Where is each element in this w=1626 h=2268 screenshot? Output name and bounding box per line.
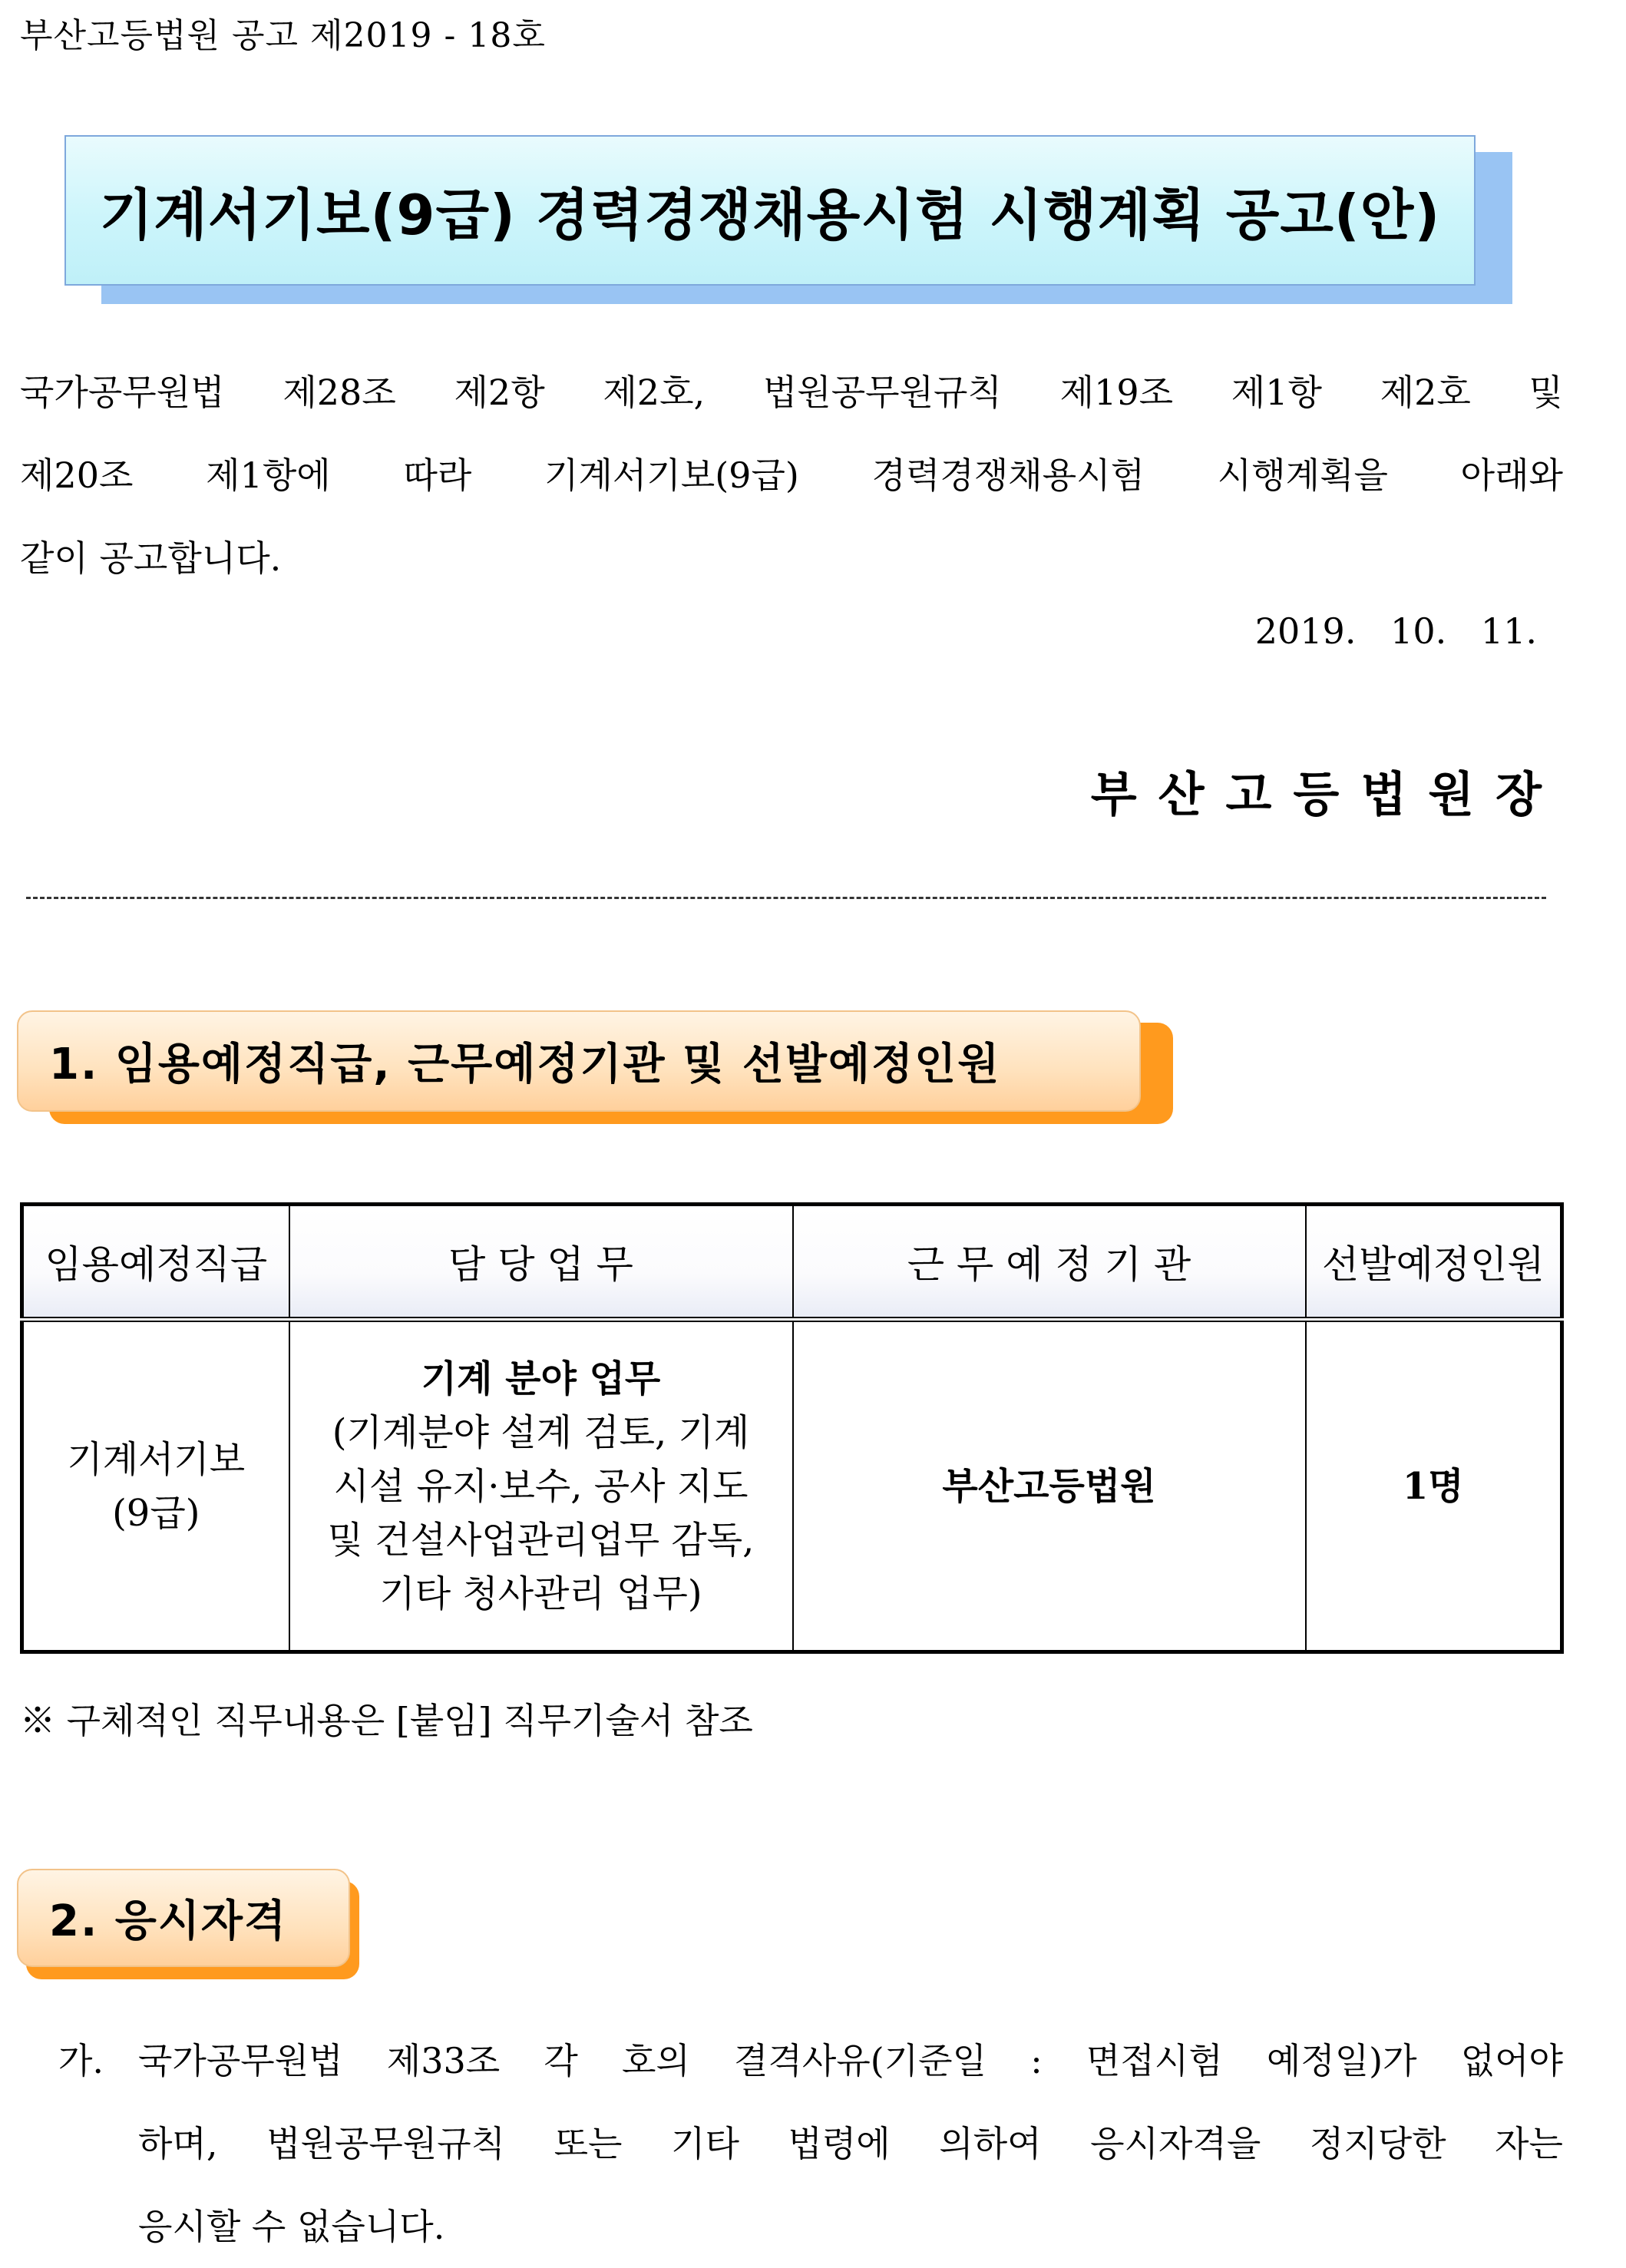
header-grade: 임용예정직급 <box>22 1205 289 1320</box>
notice-number: 부산고등법원 공고 제2019 - 18호 <box>20 16 546 55</box>
eligibility-line-3: 응시할 수 없습니다. <box>138 2206 445 2247</box>
table-header-row <box>22 1205 1562 1320</box>
signer-name: 부산고등법원장 <box>1090 766 1563 822</box>
cell-agency: 부산고등법원 <box>793 1320 1306 1652</box>
title-box <box>64 135 1476 286</box>
dashed-divider <box>26 897 1546 899</box>
grade-line-2: (9급) <box>112 1491 200 1535</box>
table-row <box>22 1320 1562 1652</box>
intro-line-2: 제20조 제1항에 따라 기계서기보(9급) 경력경쟁채용시험 시행계획을 아래와 <box>20 455 1563 496</box>
cell-count: 1명 <box>1306 1320 1562 1652</box>
cell-grade <box>22 1320 289 1652</box>
header-count: 선발예정인원 <box>1306 1205 1562 1320</box>
section2-heading: 2. 응시자격 <box>49 1896 288 1946</box>
announcement-date: 2019. 10. 11. <box>1254 610 1537 652</box>
duty-line-1: (기계분야 설계 검토, 기계 <box>332 1410 750 1454</box>
eligibility-item-label: 가. <box>58 2040 104 2081</box>
eligibility-line-1: 국가공무원법 제33조 각 호의 결격사유(기준일 : 면접시험 예정일)가 없어야 <box>138 2040 1563 2081</box>
recruitment-table <box>20 1202 1564 1654</box>
header-agency: 근 무 예 정 기 관 <box>793 1205 1306 1320</box>
section1-heading: 1. 임용예정직급, 근무예정기관 및 선발예정인원 <box>49 1040 1001 1089</box>
duty-line-2: 시설 유지·보수, 공사 지도 <box>333 1464 749 1508</box>
reference-note: ※ 구체적인 직무내용은 [붙임] 직무기술서 참조 <box>20 1700 753 1741</box>
header-duty: 담 당 업 무 <box>289 1205 793 1320</box>
intro-line-1: 국가공무원법 제28조 제2항 제2호, 법원공무원규칙 제19조 제1항 제2호 및 <box>20 372 1563 413</box>
section1-heading-box <box>17 1010 1141 1112</box>
document-title: 기계서기보(9급) 경력경쟁채용시험 시행계획 공고(안) <box>99 183 1441 247</box>
eligibility-item <box>58 2019 1563 2268</box>
intro-line-3: 같이 공고합니다. <box>20 537 282 579</box>
grade-line-1: 기계서기보 <box>67 1437 246 1481</box>
eligibility-line-1-wrap <box>58 2019 1563 2102</box>
duty-line-3: 및 건설사업관리업무 감독, <box>327 1518 755 1562</box>
duty-title: 기계 분야 업무 <box>421 1357 661 1400</box>
duty-line-4: 기타 청사관리 업무) <box>379 1572 702 1615</box>
eligibility-line-2: 하며, 법원공무원규칙 또는 기타 법령에 의하여 응시자격을 정지당한 자는 <box>138 2123 1563 2164</box>
section2-heading-box <box>17 1869 350 1967</box>
cell-duty <box>289 1320 793 1652</box>
